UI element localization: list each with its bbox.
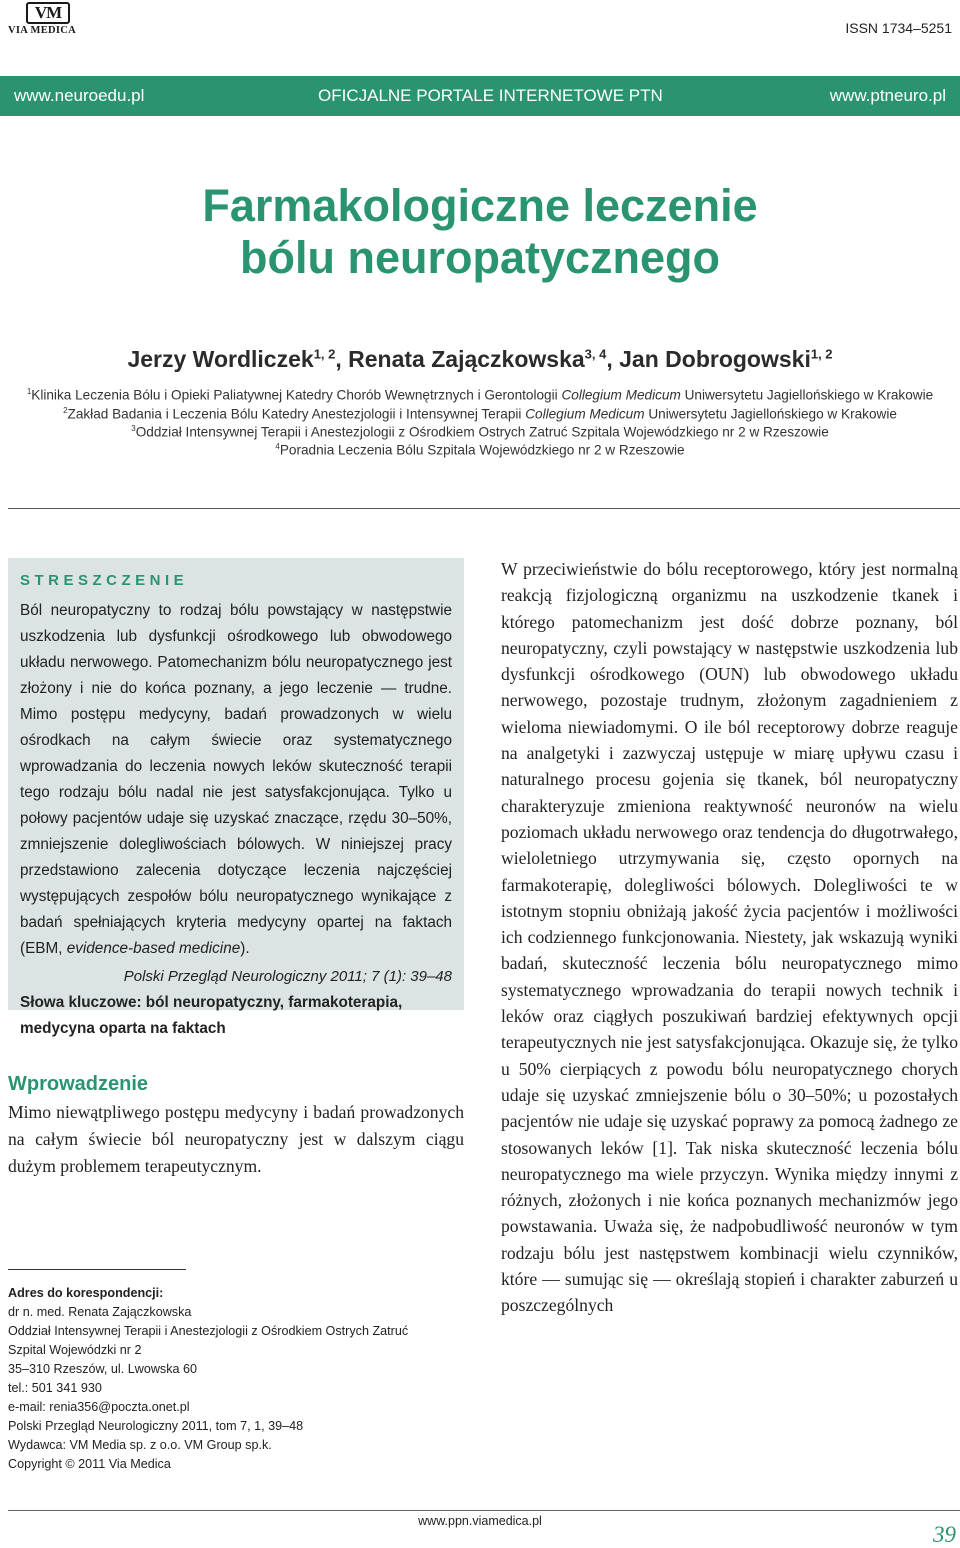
abstract-keywords: Słowa kluczowe: ból neuropatyczny, farmakoterapia, medycyna oparta na faktach xyxy=(20,994,403,1037)
abstract-citation: Polski Przegląd Neurologiczny 2011; 7 (1): 39–48 xyxy=(123,968,452,985)
right-column-text: W przeciwieństwie do bólu receptorowego, który jest normalną reakcją fizjologiczną organizmu na uszkodzenie tkanek i którego patomechanizm jest dość dobrze poznany, ból neuropatyczny, czyli powstający w następstwie uszkodzenia lub dysfunkcji ośrodkowego (OUN) lub obwodowego układu nerwowego, pozostaje trudnym, złożonym zagadnieniem z wieloma niewiadomymi. O ile ból receptorowy dobrze reaguje na analgetyki i zazwyczaj ustępuje w miarę upływu czasu i naturalnego procesu gojenia się tkanek, ból neuropatyczny charakteryzuje zmieniona reaktywność neuronów na wielu poziomach układu nerwowego oraz tendencja do długotrwałego, wieloletniego utrzymywania się, często opornych na farmakoterapię, dolegliwości bólowych. Dolegliwości te w istotnym stopniu obniżają jakość życia pacjentów i możliwości ich codziennego funkcjonowania. Niestety, jak wskazują wyniki badań, skuteczność leczenia bólu neuropatycznego mimo systematycznego wprowadzania do terapii nowych technik i leków oraz ciągłych poszukiwań bardziej efektywnych opcji terapeutycznych nie jest satysfakcjonująca. Okazuje się, że tylko u 50% cierpiących z powodu bólu neuropatycznego chorych udaje się uzyskać zmniejszenie bólu o 30–50%; u pozostałych pacjentów nie udaje się uzyskać poprawy za pomocą żadnego ze stosowanych leków [1]. Tak niska skuteczność leczenia bólu neuropatycznego ma wiele przyczyn. Wynika między innymi z różnych, złożonych i nie końca poznanych mechanizmów jego powstawania. Uważa się, że nadpobudliwość neuronów w tym rodzaju bólu jest następstwem kombinacji wielu czynników, które — sumując się — określają stopień i charakter zaburzeń u poszczególnych xyxy=(501,559,958,1316)
abstract-italic: evidence-based medicine xyxy=(66,940,241,957)
neuroedu-link[interactable]: www.neuroedu.pl xyxy=(14,86,145,105)
affiliation-text: Uniwersytetu Jagiellońskiego w Krakowie xyxy=(680,387,934,403)
author-affiliation-sup: 3, 4 xyxy=(584,346,607,362)
abstract-box xyxy=(8,558,464,1037)
article-title xyxy=(0,180,960,284)
header-divider xyxy=(8,508,960,509)
correspondence-line: Oddział Intensywnej Terapii i Anestezjologii z Ośrodkiem Ostrych Zatruć xyxy=(8,1324,409,1338)
abstract-heading: STRESZCZENIE xyxy=(20,572,189,589)
banner-caption: OFICJALNE PORTALE INTERNETOWE PTN xyxy=(318,86,663,105)
section-heading-introduction: Wprowadzenie xyxy=(8,1073,149,1095)
footer-divider xyxy=(8,1510,960,1511)
correspondence-line: dr n. med. Renata Zajączkowska xyxy=(8,1305,192,1319)
author-name: Renata Zajączkowska xyxy=(348,346,585,372)
affiliation-text: Klinika Leczenia Bólu i Opieki Paliatywnej Katedry Chorób Wewnętrznych i Gerontologii xyxy=(31,387,562,403)
abstract-end: ). xyxy=(240,940,250,957)
affiliation-text: Oddział Intensywnej Terapii i Anestezjologii z Ośrodkiem Ostrych Zatruć Szpitala Wojewódzkiego nr 2 w Rzeszowie xyxy=(135,424,829,440)
via-medica-logo xyxy=(8,2,88,38)
affiliation-text: Uniwersytetu Jagiellońskiego w Krakowie xyxy=(644,406,897,422)
affiliation-sup: 1 xyxy=(26,387,32,396)
affiliation-1 xyxy=(0,387,960,403)
page-number: 39 xyxy=(933,1522,956,1547)
copyright-line: Copyright © 2011 Via Medica xyxy=(8,1457,171,1471)
title-line-1: Farmakologiczne leczenie xyxy=(202,180,758,231)
introduction-text: Mimo niewątpliwego postępu medycyny i badań prowadzonych na całym świecie ból neuropatyczny jest w dalszym ciągu dużym problemem terapeutycznym. xyxy=(8,1102,464,1176)
logo-text: VIA MEDICA xyxy=(8,25,77,36)
title-line-2: bólu neuropatycznego xyxy=(239,232,720,283)
correspondence-email[interactable]: e-mail: renia356@poczta.onet.pl xyxy=(8,1400,190,1414)
correspondence-heading: Adres do korespondencji: xyxy=(8,1286,164,1300)
ptneuro-link[interactable]: www.ptneuro.pl xyxy=(829,86,946,105)
author-separator: , xyxy=(606,346,620,372)
affiliation-italic: Collegium Medicum xyxy=(525,406,645,422)
affiliation-italic: Collegium Medicum xyxy=(561,387,681,403)
affiliation-4 xyxy=(0,442,960,458)
affiliation-text: Poradnia Leczenia Bólu Szpitala Wojewódzkiego nr 2 w Rzeszowie xyxy=(279,442,685,458)
abstract-body: Ból neuropatyczny to rodzaj bólu powstający w następstwie uszkodzenia lub dysfunkcji ośrodkowego lub obwodowego układu nerwowego. Patomechanizm bólu neuropatycznego jest złożony i nie do końca poznany, a jego leczenie — trudne. Mimo postępu medycyny, badań prowadzonych w wielu ośrodkach na całym świecie oraz systematycznego wprowadzania do leczenia nowych leków skuteczność terapii tego rodzaju bólu nadal nie jest satysfakcjonująca. Tylko u połowy pacjentów udaje się uzyskać znaczące, rzędu 30–50%, zmniejszenie dolegliwościach bólowych. W niniejszej pracy przedstawiono zalecenia dotyczące leczenia najczęściej występujących zespołów bólu neuropatycznego wynikające z badań spełniających kryteria medycyny opartej na faktach (EBM, xyxy=(20,602,452,957)
correspondence-line: tel.: 501 341 930 xyxy=(8,1381,102,1395)
affiliation-sup: 4 xyxy=(275,442,280,451)
journal-url[interactable]: www.ppn.viamedica.pl xyxy=(418,1514,542,1528)
footnote-divider xyxy=(8,1269,186,1270)
affiliation-text: Zakład Badania i Leczenia Bólu Katedry Anestezjologii i Intensywnej Terapii xyxy=(67,406,526,422)
affiliation-3 xyxy=(0,424,960,440)
correspondence-block xyxy=(8,1284,468,1474)
issn-number: ISSN 1734–5251 xyxy=(845,20,952,36)
correspondence-line: Wydawca: VM Media sp. z o.o. VM Group sp.k. xyxy=(8,1438,272,1452)
logo-mark: VM xyxy=(26,2,70,24)
author-list xyxy=(0,346,960,373)
correspondence-line: 35–310 Rzeszów, ul. Lwowska 60 xyxy=(8,1362,198,1376)
author-affiliation-sup: 1, 2 xyxy=(810,346,833,362)
author-separator: , xyxy=(335,346,349,372)
affiliation-sup: 3 xyxy=(131,424,136,433)
correspondence-line: Polski Przegląd Neurologiczny 2011, tom 7, 1, 39–48 xyxy=(8,1419,304,1433)
author-name: Jan Dobrogowski xyxy=(619,346,811,372)
author-affiliation-sup: 1, 2 xyxy=(313,346,336,362)
author-name: Jerzy Wordliczek xyxy=(127,346,314,372)
correspondence-line: Szpital Wojewódzki nr 2 xyxy=(8,1343,142,1357)
abstract-text xyxy=(20,598,452,962)
affiliation-sup: 2 xyxy=(63,406,68,415)
affiliation-2 xyxy=(0,406,960,422)
portal-banner xyxy=(0,76,960,116)
